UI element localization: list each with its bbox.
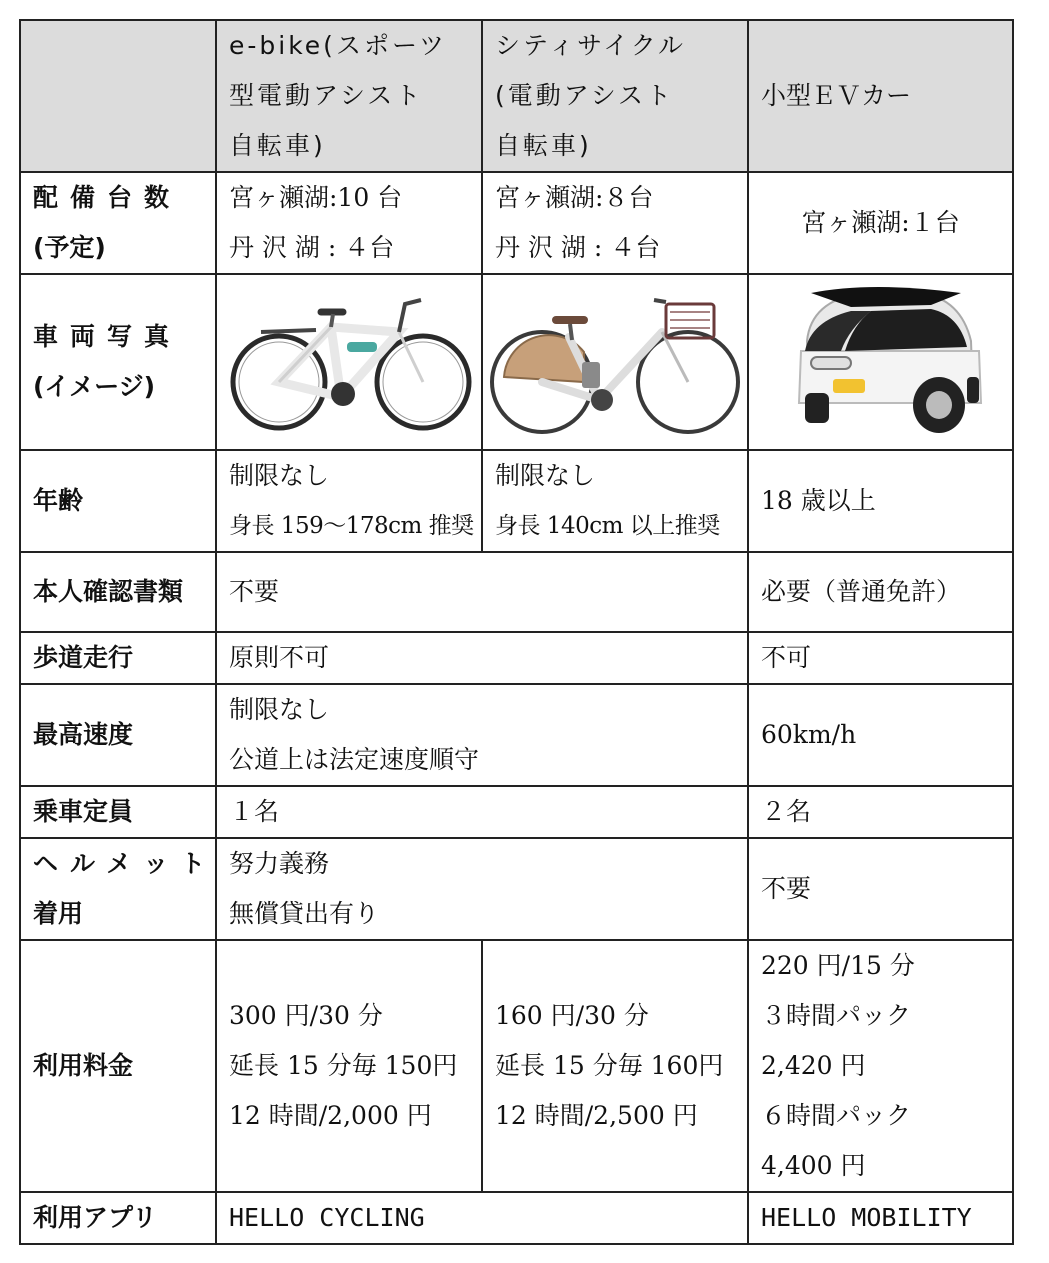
age-ev-car: 18 歳以上 [748,450,1013,552]
app-bikes: HELLO CYCLING [216,1192,748,1244]
label-deploy: 配備台数 (予定) [20,172,216,274]
label-app: 利用アプリ [20,1192,216,1244]
header-corner [20,20,216,172]
helmet-ev-car: 不要 [748,838,1013,940]
deploy-city-cycle: 宮ヶ瀬湖:８台 丹 沢 湖 : ４台 [482,172,748,274]
row-fee [20,940,1013,1192]
sidewalk-bikes: 原則不可 [216,632,748,684]
fee-city-cycle: 160 円/30 分 延長 15 分毎 160円 12 時間/2,500 円 [482,940,748,1192]
header-ev-car: 小型ＥＶカー [748,20,1013,172]
helmet-bikes: 努力義務 無償貸出有り [216,838,748,940]
row-max-speed [20,684,1013,786]
row-age [20,450,1013,552]
label-age: 年齢 [20,450,216,552]
label-id-document: 本人確認書類 [20,552,216,632]
sports-ebike-photo [216,274,482,450]
sidewalk-ev-car: 不可 [748,632,1013,684]
capacity-ev-car: ２名 [748,786,1013,838]
row-id-document [20,552,1013,632]
age-city-cycle: 制限なし 身長 140cm 以上推奨 [482,450,748,552]
label-fee: 利用料金 [20,940,216,1192]
row-photo [20,274,1013,450]
header-city-cycle: シティサイクル (電動アシスト 自転車) [482,20,748,172]
id-document-bikes: 不要 [216,552,748,632]
label-photo: 車両写真 (イメージ) [20,274,216,450]
header-row [20,20,1013,172]
row-helmet [20,838,1013,940]
row-deploy [20,172,1013,274]
deploy-ev-car: 宮ヶ瀬湖:１台 [748,172,1013,274]
label-sidewalk: 歩道走行 [20,632,216,684]
header-ebike: e-bike(スポーツ 型電動アシスト 自転車) [216,20,482,172]
label-max-speed: 最高速度 [20,684,216,786]
age-ebike: 制限なし 身長 159～178cm 推奨 [216,450,482,552]
capacity-bikes: １名 [216,786,748,838]
label-helmet: ヘルメット 着用 [20,838,216,940]
fee-ebike: 300 円/30 分 延長 15 分毎 150円 12 時間/2,000 円 [216,940,482,1192]
max-speed-bikes: 制限なし 公道上は法定速度順守 [216,684,748,786]
city-cycle-photo [482,274,748,450]
row-sidewalk [20,632,1013,684]
row-capacity [20,786,1013,838]
compact-ev-car-photo [748,274,1013,450]
row-app [20,1192,1013,1244]
deploy-ebike: 宮ヶ瀬湖:10 台 丹 沢 湖 : ４台 [216,172,482,274]
id-document-ev-car: 必要（普通免許） [748,552,1013,632]
vehicle-comparison-table [19,19,1014,1245]
label-capacity: 乗車定員 [20,786,216,838]
fee-ev-car: 220 円/15 分 ３時間パック 2,420 円 ６時間パック 4,400 円 [748,940,1013,1192]
max-speed-ev-car: 60km/h [748,684,1013,786]
app-ev-car: HELLO MOBILITY [748,1192,1013,1244]
